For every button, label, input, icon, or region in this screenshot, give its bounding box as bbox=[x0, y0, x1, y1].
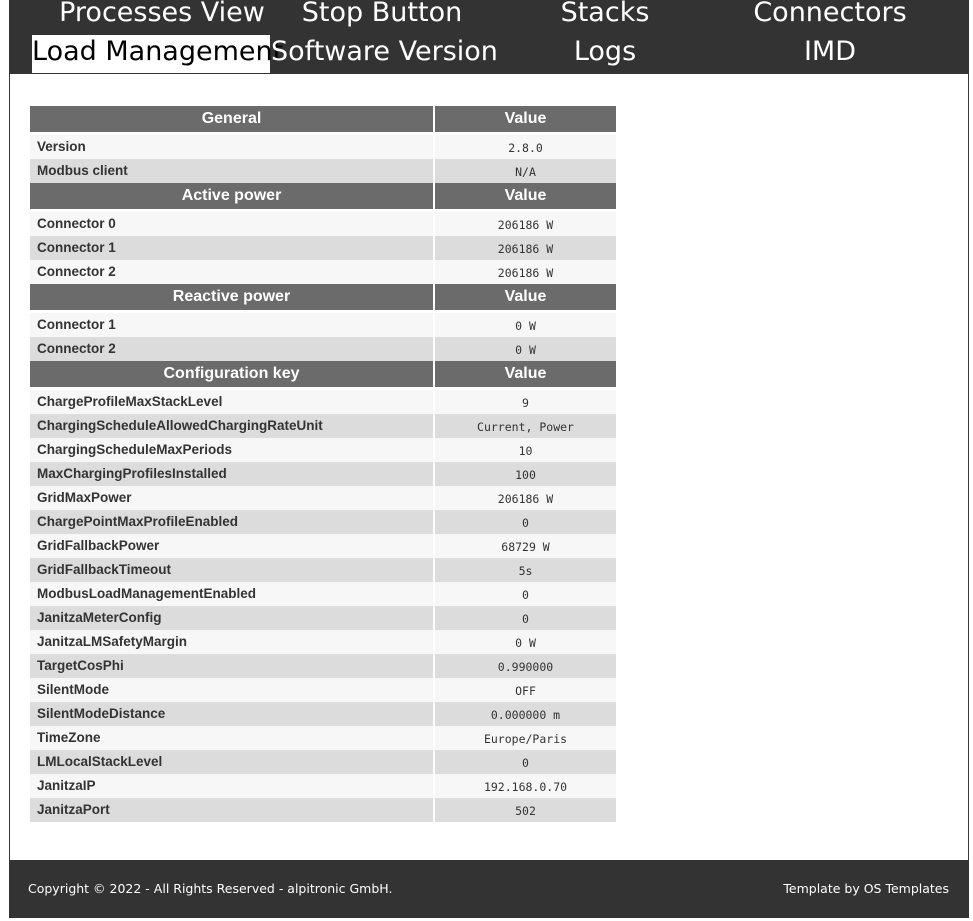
row-value: Current, Power bbox=[435, 414, 616, 438]
row-key: JanitzaPort bbox=[30, 798, 433, 822]
nav-software-version[interactable]: Software Version bbox=[271, 36, 498, 67]
nav-load-management[interactable]: Load Management bbox=[32, 35, 270, 73]
footer bbox=[9, 860, 969, 918]
row-key: Connector 0 bbox=[30, 212, 433, 236]
section-title: Reactive power bbox=[30, 284, 433, 310]
row-value: 2.8.0 bbox=[435, 135, 616, 159]
section-header bbox=[30, 361, 617, 387]
row-key: GridFallbackPower bbox=[30, 534, 433, 558]
row-value: 0.990000 bbox=[435, 654, 616, 678]
row-key: ChargingScheduleMaxPeriods bbox=[30, 438, 433, 462]
table-row bbox=[30, 702, 617, 726]
table-row bbox=[30, 798, 617, 822]
row-key: MaxChargingProfilesInstalled bbox=[30, 462, 433, 486]
nav-logs[interactable]: Logs bbox=[573, 36, 637, 67]
row-value: 206186 W bbox=[435, 236, 616, 260]
row-value: OFF bbox=[435, 678, 616, 702]
row-value: 68729 W bbox=[435, 534, 616, 558]
section-header bbox=[30, 106, 617, 132]
row-value: 502 bbox=[435, 798, 616, 822]
table-row bbox=[30, 462, 617, 486]
section-title: General bbox=[30, 106, 433, 132]
top-nav bbox=[9, 0, 969, 74]
table-row bbox=[30, 582, 617, 606]
row-key: Connector 2 bbox=[30, 260, 433, 284]
row-key: GridMaxPower bbox=[30, 486, 433, 510]
row-key: ChargePointMaxProfileEnabled bbox=[30, 510, 433, 534]
row-value: 0 bbox=[435, 510, 616, 534]
row-key: JanitzaMeterConfig bbox=[30, 606, 433, 630]
table-row bbox=[30, 510, 617, 534]
row-key: GridFallbackTimeout bbox=[30, 558, 433, 582]
row-value: 206186 W bbox=[435, 212, 616, 236]
footer-template-credit[interactable]: Template by OS Templates bbox=[783, 881, 949, 896]
table-row bbox=[30, 630, 617, 654]
table-row bbox=[30, 558, 617, 582]
row-key: LMLocalStackLevel bbox=[30, 750, 433, 774]
row-key: SilentModeDistance bbox=[30, 702, 433, 726]
row-key: ChargeProfileMaxStackLevel bbox=[30, 390, 433, 414]
table-row bbox=[30, 212, 617, 236]
section-header bbox=[30, 183, 617, 209]
table-row bbox=[30, 260, 617, 284]
table-row bbox=[30, 236, 617, 260]
footer-copyright: Copyright © 2022 - All Rights Reserved - alpitronic GmbH. bbox=[28, 881, 393, 896]
row-value: 0.000000 m bbox=[435, 702, 616, 726]
nav-connectors[interactable]: Connectors bbox=[753, 0, 907, 28]
table-row bbox=[30, 726, 617, 750]
row-value: 0 bbox=[435, 582, 616, 606]
row-key: SilentMode bbox=[30, 678, 433, 702]
row-key: Connector 1 bbox=[30, 313, 433, 337]
row-value: 5s bbox=[435, 558, 616, 582]
row-value: 206186 W bbox=[435, 486, 616, 510]
table-row bbox=[30, 159, 617, 183]
row-value: 100 bbox=[435, 462, 616, 486]
row-key: Connector 2 bbox=[30, 337, 433, 361]
table-row bbox=[30, 774, 617, 798]
row-key: TargetCosPhi bbox=[30, 654, 433, 678]
value-column-header: Value bbox=[435, 284, 616, 310]
table-row bbox=[30, 750, 617, 774]
value-column-header: Value bbox=[435, 183, 616, 209]
row-key: Connector 1 bbox=[30, 236, 433, 260]
table-row bbox=[30, 337, 617, 361]
row-key: ChargingScheduleAllowedChargingRateUnit bbox=[30, 414, 433, 438]
table-row bbox=[30, 486, 617, 510]
table-row bbox=[30, 313, 617, 337]
load-management-table bbox=[30, 106, 617, 822]
table-row bbox=[30, 678, 617, 702]
table-row bbox=[30, 390, 617, 414]
row-value: 9 bbox=[435, 390, 616, 414]
table-row bbox=[30, 135, 617, 159]
row-value: 0 W bbox=[435, 313, 616, 337]
row-key: ModbusLoadManagementEnabled bbox=[30, 582, 433, 606]
row-key: JanitzaLMSafetyMargin bbox=[30, 630, 433, 654]
row-value: 192.168.0.70 bbox=[435, 774, 616, 798]
row-value: 206186 W bbox=[435, 260, 616, 284]
table-row bbox=[30, 534, 617, 558]
value-column-header: Value bbox=[435, 361, 616, 387]
section-title: Active power bbox=[30, 183, 433, 209]
nav-processes-view[interactable]: Processes View bbox=[59, 0, 265, 28]
row-key: Modbus client bbox=[30, 159, 433, 183]
table-row bbox=[30, 606, 617, 630]
table-row bbox=[30, 654, 617, 678]
row-key: JanitzaIP bbox=[30, 774, 433, 798]
table-row bbox=[30, 438, 617, 462]
nav-imd[interactable]: IMD bbox=[803, 36, 857, 67]
row-key: Version bbox=[30, 135, 433, 159]
row-value: 0 bbox=[435, 606, 616, 630]
row-value: Europe/Paris bbox=[435, 726, 616, 750]
nav-stop-button[interactable]: Stop Button bbox=[301, 0, 463, 28]
row-value: N/A bbox=[435, 159, 616, 183]
row-value: 0 W bbox=[435, 337, 616, 361]
row-key: TimeZone bbox=[30, 726, 433, 750]
value-column-header: Value bbox=[435, 106, 616, 132]
nav-stacks[interactable]: Stacks bbox=[560, 0, 650, 28]
section-header bbox=[30, 284, 617, 310]
row-value: 10 bbox=[435, 438, 616, 462]
row-value: 0 W bbox=[435, 630, 616, 654]
row-value: 0 bbox=[435, 750, 616, 774]
section-title: Configuration key bbox=[30, 361, 433, 387]
table-row bbox=[30, 414, 617, 438]
